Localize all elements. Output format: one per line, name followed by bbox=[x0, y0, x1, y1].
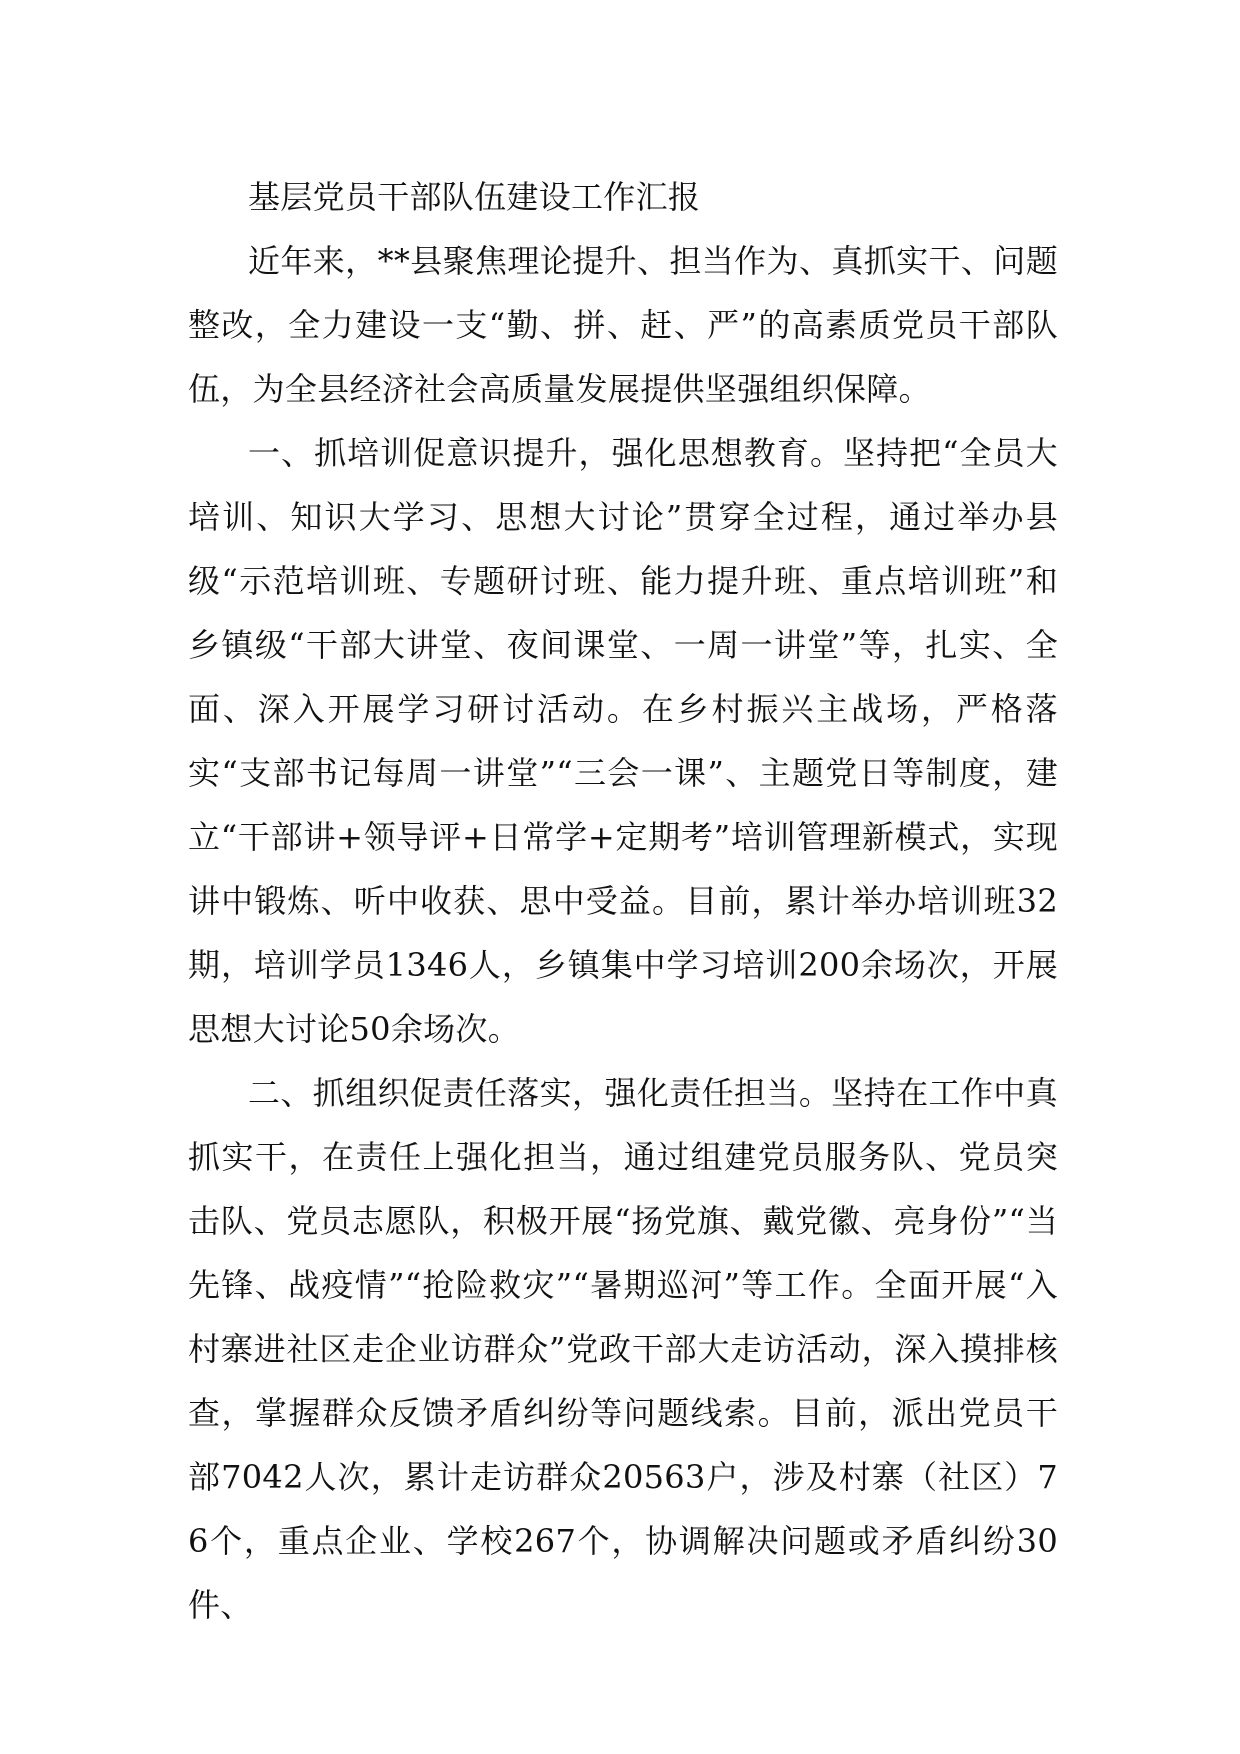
document-body bbox=[188, 165, 1058, 1637]
paragraph-section-two: 二、抓组织促责任落实，强化责任担当。坚持在工作中真抓实干，在责任上强化担当，通过组建党员服务队、党员突击队、党员志愿队，积极开展“扬党旗、戴党徽、亮身份”“当先锋、战疫情”“抢险救灾”“暑期巡河”等工作。全面开展“入村寨进社区走企业访群众”党政干部大走访活动，深入摸排核查，掌握群众反馈矛盾纠纷等问题线索。目前，派出党员干部7042人次，累计走访群众20563户，涉及村寨（社区）76个，重点企业、学校267个，协调解决问题或矛盾纠纷30件、 bbox=[188, 1074, 1058, 1624]
document-title: 基层党员干部队伍建设工作汇报 bbox=[248, 178, 701, 216]
paragraph-intro: 近年来，**县聚焦理论提升、担当作为、真抓实干、问题整改，全力建设一支“勤、拼、赶、严”的高素质党员干部队伍，为全县经济社会高质量发展提供坚强组织保障。 bbox=[188, 242, 1058, 408]
paragraph-section-one: 一、抓培训促意识提升，强化思想教育。坚持把“全员大培训、知识大学习、思想大讨论”贯穿全过程，通过举办县级“示范培训班、专题研讨班、能力提升班、重点培训班”和乡镇级“干部大讲堂、夜间课堂、一周一讲堂”等，扎实、全面、深入开展学习研讨活动。在乡村振兴主战场，严格落实“支部书记每周一讲堂”“三会一课”、主题党日等制度，建立“干部讲+领导评+日常学+定期考”培训管理新模式，实现讲中锻炼、听中收获、思中受益。目前，累计举办培训班32期，培训学员1346人，乡镇集中学习培训200余场次，开展思想大讨论50余场次。 bbox=[188, 434, 1058, 1048]
